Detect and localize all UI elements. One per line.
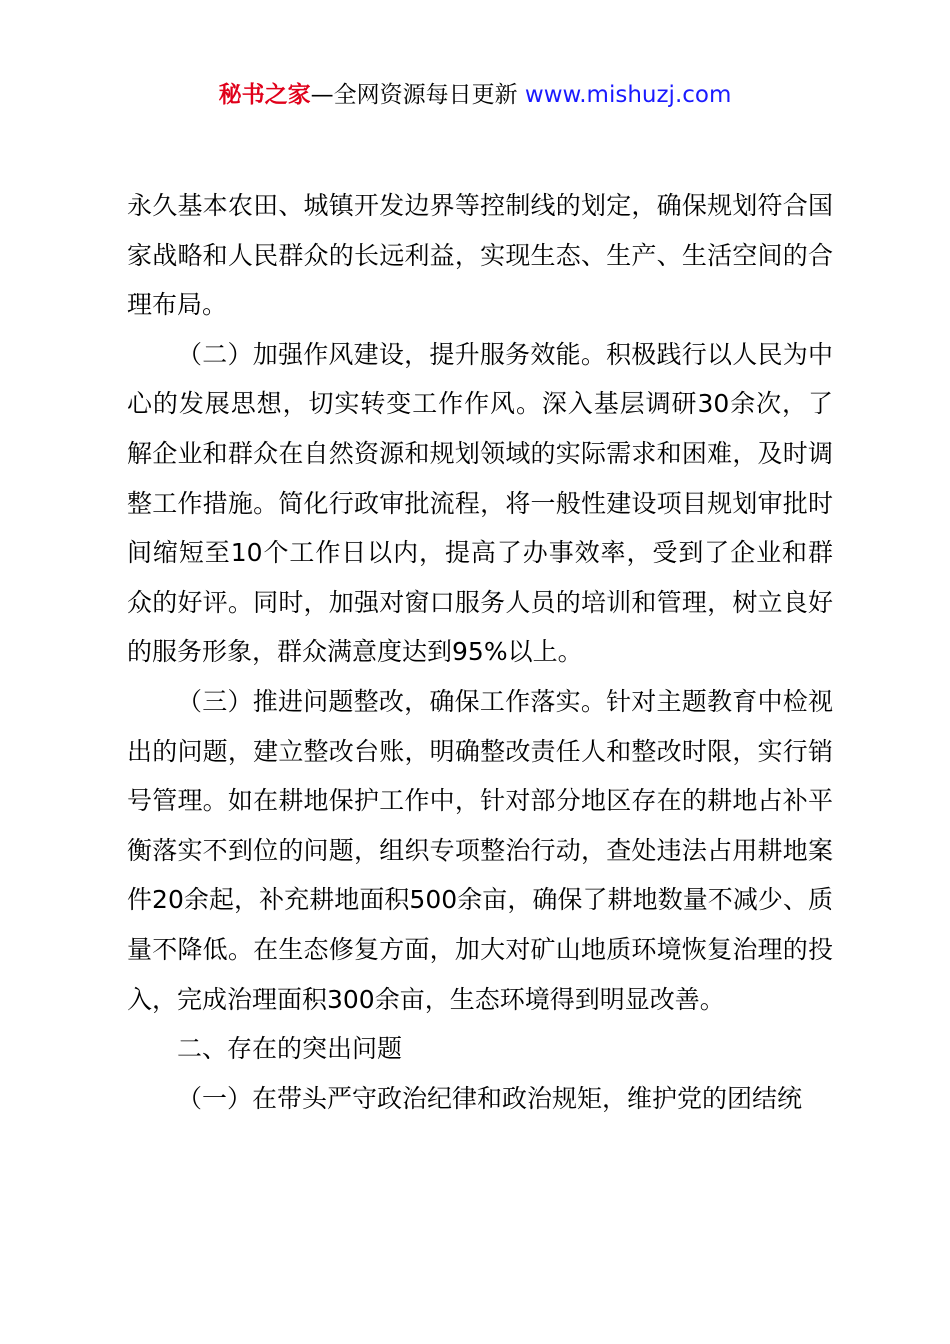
paragraph-section-2: （二）加强作风建设，提升服务效能。积极践行以人民为中心的发展思想，切实转变工作作风。深入基层调研30余次，了解企业和群众在自然资源和规划领域的实际需求和困难，及时调整工作措施。简化行政审批流程，将一般性建设项目规划审批时间缩短至10个工作日以内，提高了办事效率，受到了企业和群众的好评。同时，加强对窗口服务人员的培训和管理，树立良好的服务形象，群众满意度达到95%以上。: [127, 339, 833, 667]
document-body: [127, 181, 833, 1123]
paragraph-problem-1: （一）在带头严守政治纪律和政治规矩，维护党的团结统: [177, 1083, 803, 1113]
header-url-link[interactable]: www.mishuzj.com: [524, 82, 732, 108]
page-header: [0, 78, 950, 112]
header-tagline: —全网资源每日更新: [310, 82, 518, 108]
paragraph-section-3: （三）推进问题整改，确保工作落实。针对主题教育中检视出的问题，建立整改台账，明确整改责任人和整改时限，实行销号管理。如在耕地保护工作中，针对部分地区存在的耕地占补平衡落实不到位的问题，组织专项整治行动，查处违法占用耕地案件20余起，补充耕地面积500余亩，确保了耕地数量不减少、质量不降低。在生态修复方面，加大对矿山地质环境恢复治理的投入，完成治理面积300余亩，生态环境得到明显改善。: [127, 686, 833, 1014]
brand-name: 秘书之家: [218, 82, 311, 108]
paragraph-continuation: 永久基本农田、城镇开发边界等控制线的划定，确保规划符合国家战略和人民群众的长远利益，实现生态、生产、生活空间的合理布局。: [127, 191, 833, 320]
heading-problems: 二、存在的突出问题: [177, 1034, 403, 1064]
